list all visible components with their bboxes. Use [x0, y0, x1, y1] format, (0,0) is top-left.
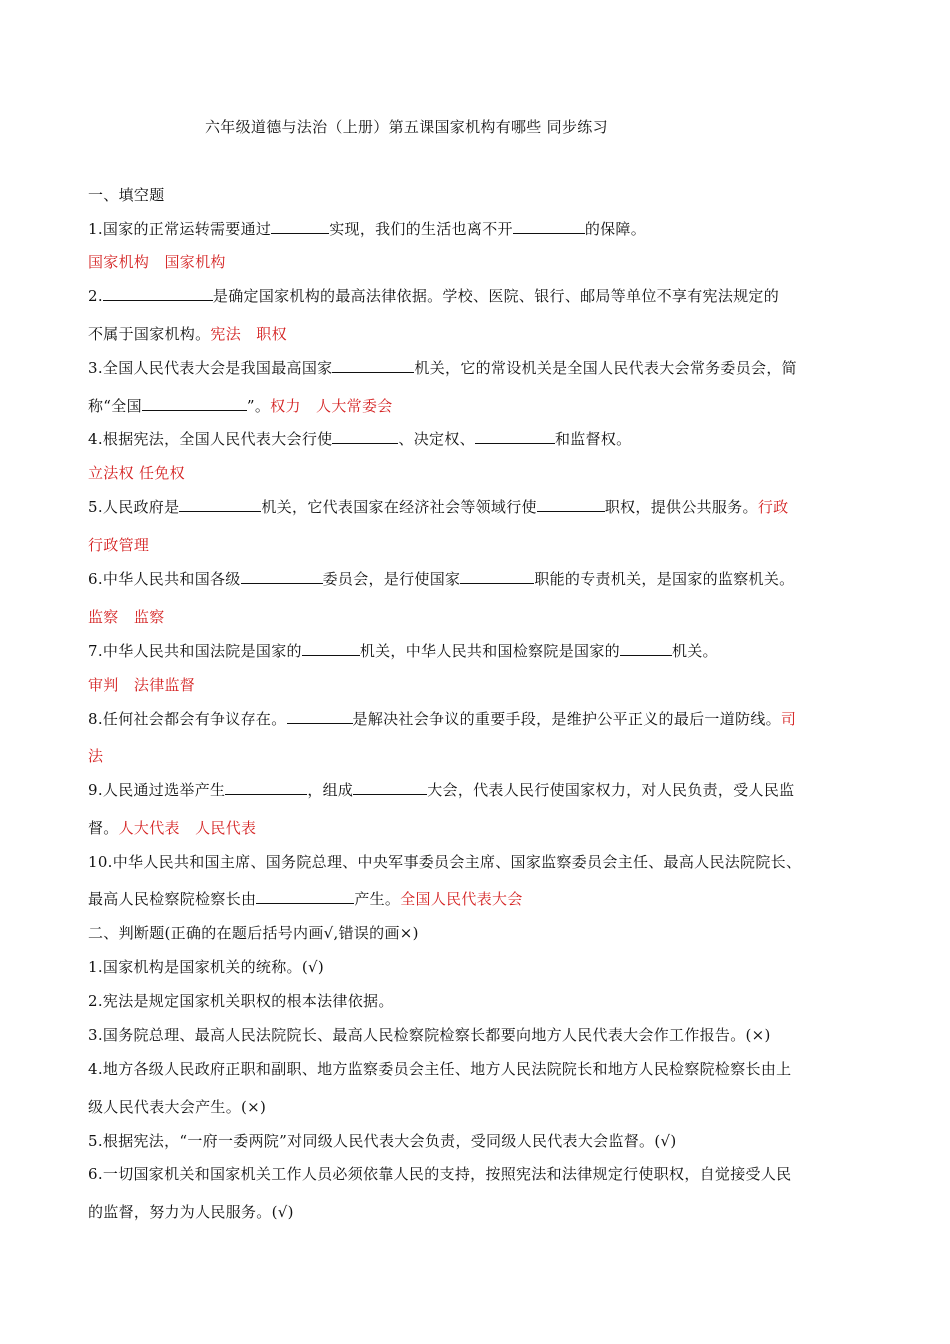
question-8 — [88, 709, 868, 729]
q8-blank-1 — [287, 709, 353, 724]
judge-4: 4.地方各级人民政府正职和副职、地方监察委员会主任、地方人民法院院长和地方人民检察院检察长由上 — [88, 1060, 792, 1078]
q8-text-b: 是解决社会争议的重要手段，是维护公平正义的最后一道防线。 — [352, 710, 781, 728]
q5-text-a: 5.人民政府是 — [88, 498, 180, 516]
q10-text-c: 产生。 — [354, 890, 401, 908]
question-3 — [88, 358, 868, 378]
q9-text-c: 大会，代表人民行使国家权力，对人民负责，受人民监 — [427, 781, 795, 799]
q6-blank-2 — [460, 569, 534, 584]
q1-answer: 国家机构 国家机构 — [88, 253, 226, 271]
q4-text-a: 4.根据宪法，全国人民代表大会行使 — [88, 430, 333, 448]
q1-blank-2 — [513, 219, 585, 234]
q9-answer: 人大代表 人民代表 — [118, 819, 257, 837]
judge-4-cont: 级人民代表大会产生。(×) — [88, 1098, 267, 1116]
question-10-cont — [88, 889, 868, 909]
q2-text-c: 不属于国家机构。 — [88, 325, 211, 343]
q4-blank-2 — [475, 429, 555, 444]
question-2 — [88, 286, 868, 306]
q9-text-b: ，组成 — [307, 781, 354, 799]
q5-blank-2 — [537, 497, 605, 512]
section-true-false-heading: 二、判断题(正确的在题后括号内画√,错误的画×) — [88, 924, 419, 942]
question-5 — [88, 497, 868, 517]
question-2-cont — [88, 324, 868, 344]
q2-text-b: 是确定国家机构的最高法律依据。学校、医院、银行、邮局等单位不享有宪法规定的 — [212, 287, 780, 305]
q4-text-c: 和监督权。 — [554, 430, 632, 448]
q3-blank-2 — [142, 396, 247, 411]
question-9-cont — [88, 818, 868, 838]
q5-answer-2: 行政管理 — [88, 536, 150, 554]
q9-text-a: 9.人民通过选举产生 — [88, 781, 226, 799]
q6-blank-1 — [241, 569, 323, 584]
q9-blank-1 — [225, 780, 307, 795]
q10-blank-1 — [256, 889, 354, 904]
q8-text-a: 8.任何社会都会有争议存在。 — [88, 710, 287, 728]
q7-answer: 审判 法律监督 — [88, 676, 196, 694]
question-10 — [88, 852, 868, 872]
q7-blank-2 — [620, 641, 672, 656]
judge-5: 5.根据宪法，“一府一委两院”对同级人民代表大会负责，受同级人民代表大会监督。(√) — [88, 1132, 677, 1150]
question-9 — [88, 780, 868, 800]
q1-text-c: 的保障。 — [584, 220, 647, 238]
judge-1: 1.国家机构是国家机关的统称。(√) — [88, 958, 324, 976]
judge-6: 6.一切国家机关和国家机关工作人员必须依靠人民的支持，按照宪法和法律规定行使职权，自觉接受人民 — [88, 1165, 792, 1183]
q1-blank-1 — [271, 219, 329, 234]
q5-text-b: 机关，它代表国家在经济社会等领域行使 — [261, 498, 537, 516]
q9-blank-2 — [353, 780, 427, 795]
q7-blank-1 — [302, 641, 360, 656]
q10-text-a: 10.中华人民共和国主席、国务院总理、中央军事委员会主席、国家监察委员会主任、最高人民法院院长、 — [88, 853, 802, 871]
question-6 — [88, 569, 868, 589]
q3-text-c: 称“全国 — [88, 397, 142, 415]
section-fill-in-heading: 一、填空题 — [88, 186, 165, 204]
q2-blank-1 — [103, 286, 213, 301]
q5-text-c: 职权，提供公共服务。 — [604, 498, 758, 516]
q6-answer: 监察 监察 — [88, 608, 165, 626]
q3-text-a: 3.全国人民代表大会是我国最高国家 — [88, 359, 333, 377]
question-4 — [88, 429, 868, 449]
question-3-cont — [88, 396, 868, 416]
q5-blank-1 — [179, 497, 261, 512]
q3-text-b: 机关，它的常设机关是全国人民代表大会常务委员会，简 — [414, 359, 797, 377]
q7-text-b: 机关，中华人民共和国检察院是国家的 — [359, 642, 620, 660]
q6-text-c: 职能的专责机关，是国家的监察机关。 — [534, 570, 795, 588]
q6-text-a: 6.中华人民共和国各级 — [88, 570, 241, 588]
q8-answer-2: 法 — [88, 747, 104, 765]
q2-answer: 宪法 职权 — [210, 325, 287, 343]
judge-3: 3.国务院总理、最高人民法院院长、最高人民检察院检察长都要向地方人民代表大会作工作报告。(×) — [88, 1026, 771, 1044]
q3-blank-1 — [332, 358, 414, 373]
q7-text-c: 机关。 — [671, 642, 718, 660]
q8-answer-1: 司 — [780, 710, 797, 728]
q10-answer: 全国人民代表大会 — [400, 890, 523, 908]
q3-text-d: ”。 — [246, 397, 271, 415]
page-title: 六年级道德与法治（上册）第五课国家机构有哪些 同步练习 — [205, 118, 608, 136]
question-1 — [88, 219, 868, 239]
judge-2: 2.宪法是规定国家机关职权的根本法律依据。 — [88, 992, 394, 1010]
q10-text-b: 最高人民检察院检察长由 — [88, 890, 257, 908]
q4-answer: 立法权 任免权 — [88, 464, 185, 482]
q4-text-b: 、决定权、 — [398, 430, 475, 448]
q5-answer-1: 行政 — [757, 498, 789, 516]
q4-blank-1 — [332, 429, 398, 444]
q3-answer: 权力 人大常委会 — [270, 397, 393, 415]
q6-text-b: 委员会，是行使国家 — [322, 570, 461, 588]
q2-text-a: 2. — [88, 287, 103, 305]
q1-text-a: 1.国家的正常运转需要通过 — [88, 220, 272, 238]
judge-6-cont: 的监督，努力为人民服务。(√) — [88, 1203, 294, 1221]
q7-text-a: 7.中华人民共和国法院是国家的 — [88, 642, 302, 660]
q1-text-b: 实现，我们的生活也离不开 — [329, 220, 513, 238]
q9-text-d: 督。 — [88, 819, 119, 837]
question-7 — [88, 641, 868, 661]
